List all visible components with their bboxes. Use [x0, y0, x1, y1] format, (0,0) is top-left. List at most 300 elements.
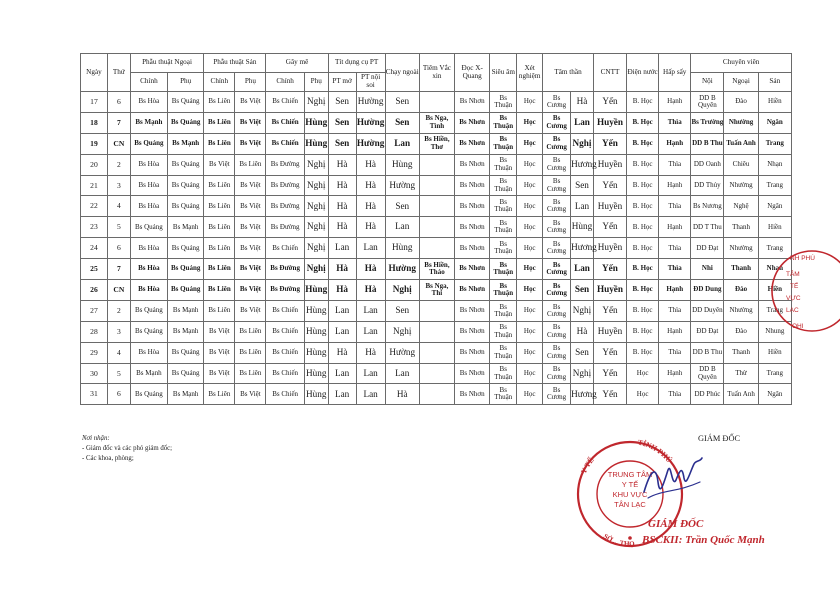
cell-cv-san: Hiền	[758, 280, 791, 301]
cell-cntt: Yến	[593, 363, 626, 384]
cell-pt-noi-soi: Hà	[356, 280, 385, 301]
cell-sieu-am: Bs Thuận	[490, 112, 517, 133]
cell-hap-say: Thìa	[659, 154, 691, 175]
cell-me-chinh: Bs Chiến	[266, 112, 304, 133]
cell-dien-nuoc: B. Học	[627, 154, 659, 175]
cell-pt-noi-soi: Hà	[356, 259, 385, 280]
cell-ngoai-chinh: Bs Hòa	[130, 259, 167, 280]
cell-tam-than: Hà	[571, 92, 594, 113]
cell-sieu-am: Bs Thuận	[490, 259, 517, 280]
cell-cv-ngoai: Thanh	[724, 259, 758, 280]
table-row	[81, 217, 792, 238]
cell-tam-than: Nghị	[571, 363, 594, 384]
cell-tam-than-bs: Bs Cương	[543, 342, 571, 363]
cell-thu: 4	[107, 196, 130, 217]
cell-san-phu: Bs Việt	[235, 112, 266, 133]
cell-me-phu: Hùng	[304, 133, 328, 154]
cell-ngoai-chinh: Bs Quảng	[130, 133, 167, 154]
cell-ngoai-phu: Bs Quảng	[168, 363, 204, 384]
cell-ngoai-chinh: Bs Mạnh	[130, 112, 167, 133]
recipients-line: - Các khoa, phòng;	[82, 455, 134, 462]
cell-cv-ngoai: Nhường	[724, 175, 758, 196]
cell-doc-x-quang: Bs Nhơn	[455, 280, 490, 301]
subheader-san-chinh: Chính	[204, 73, 235, 92]
cell-ngoai-chinh: Bs Quảng	[130, 384, 167, 405]
cell-pt-noi-soi: Lan	[356, 238, 385, 259]
cell-pt-noi-soi: Hà	[356, 175, 385, 196]
cell-sieu-am: Bs Thuận	[490, 238, 517, 259]
cell-ngoai-phu: Bs Mạnh	[168, 384, 204, 405]
cell-me-chinh: Bs Đường	[266, 196, 304, 217]
cell-thu: 6	[107, 92, 130, 113]
cell-san-phu: Bs Việt	[235, 384, 266, 405]
cell-me-phu: Hùng	[304, 280, 328, 301]
table-row	[81, 133, 792, 154]
cell-chay-ngoai: Hường	[385, 175, 419, 196]
cell-san-chinh: Bs Liên	[204, 92, 235, 113]
cell-doc-x-quang: Bs Nhơn	[455, 154, 490, 175]
cell-cv-san: Trang	[758, 238, 791, 259]
cell-ngay: 25	[81, 259, 108, 280]
cell-ngoai-phu: Bs Mạnh	[168, 300, 204, 321]
header-chuyen-vien: Chuyên viên	[691, 54, 792, 73]
cell-pt-mo: Sen	[328, 92, 356, 113]
cell-san-chinh: Bs Liên	[204, 259, 235, 280]
cell-cv-noi: ĐD Dung	[691, 280, 724, 301]
cell-cntt: Yến	[593, 259, 626, 280]
header-dien-nuoc: Điện nước	[627, 54, 659, 92]
cell-chay-ngoai: Lan	[385, 363, 419, 384]
subheader-san-phu: Phụ	[235, 73, 266, 92]
cell-tiem-vac-xin	[419, 217, 454, 238]
cell-cv-noi: DD B Thu	[691, 133, 724, 154]
cell-ngoai-phu: Bs Quảng	[168, 280, 204, 301]
cell-ngay: 20	[81, 154, 108, 175]
svg-text:TẾ: TẾ	[790, 283, 799, 290]
cell-me-chinh: Bs Chiến	[266, 92, 304, 113]
cell-xet-nghiem: Học	[517, 92, 543, 113]
cell-ngoai-phu: Bs Quảng	[168, 175, 204, 196]
cell-san-chinh: Bs Liên	[204, 238, 235, 259]
cell-doc-x-quang: Bs Nhơn	[455, 112, 490, 133]
cell-pt-noi-soi: Hường	[356, 92, 385, 113]
header-chay-ngoai: Chạy ngoài	[385, 54, 419, 92]
cell-doc-x-quang: Bs Nhơn	[455, 238, 490, 259]
cell-dien-nuoc: B. Học	[627, 112, 659, 133]
cell-cntt: Huyền	[593, 280, 626, 301]
cell-sieu-am: Bs Thuận	[490, 342, 517, 363]
svg-text:SỞ ... THỌ	[602, 532, 635, 548]
cell-me-phu: Nghị	[304, 175, 328, 196]
cell-san-chinh: Bs Việt	[204, 321, 235, 342]
cell-thu: 6	[107, 384, 130, 405]
cell-cntt: Huyền	[593, 238, 626, 259]
cell-chay-ngoai: Sen	[385, 112, 419, 133]
cell-cv-san: Trang	[758, 133, 791, 154]
cell-me-chinh: Bs Chiến	[266, 321, 304, 342]
cell-ngoai-phu: Bs Quảng	[168, 92, 204, 113]
cell-tam-than: Nghị	[571, 133, 594, 154]
cell-pt-noi-soi: Hà	[356, 342, 385, 363]
subheader-me-chinh: Chính	[266, 73, 304, 92]
cell-thu: 5	[107, 363, 130, 384]
cell-chay-ngoai: Hùng	[385, 154, 419, 175]
header-tam-than: Tâm thần	[543, 54, 594, 92]
cell-me-chinh: Bs Chiến	[266, 300, 304, 321]
cell-tiem-vac-xin	[419, 175, 454, 196]
cell-pt-noi-soi: Lan	[356, 363, 385, 384]
cell-me-chinh: Bs Đường	[266, 175, 304, 196]
stamp-outer-bottom: SỞ ... THỌ	[601, 532, 635, 549]
cell-doc-x-quang: Bs Nhơn	[455, 259, 490, 280]
cell-hap-say: Thìa	[659, 196, 691, 217]
header-sieu-am: Siêu âm	[490, 54, 517, 92]
cell-me-phu: Hùng	[304, 321, 328, 342]
cell-xet-nghiem: Học	[517, 175, 543, 196]
cell-cv-san: Trang	[758, 175, 791, 196]
cell-doc-x-quang: Bs Nhơn	[455, 196, 490, 217]
cell-dien-nuoc: Học	[627, 384, 659, 405]
cell-pt-noi-soi: Hà	[356, 196, 385, 217]
duty-roster-table	[80, 53, 792, 405]
cell-ngoai-phu: Bs Mạnh	[168, 133, 204, 154]
cell-pt-mo: Lan	[328, 238, 356, 259]
cell-chay-ngoai: Hà	[385, 384, 419, 405]
cell-ngay: 28	[81, 321, 108, 342]
cell-cntt: Huyền	[593, 196, 626, 217]
cell-ngay: 18	[81, 112, 108, 133]
cell-pt-noi-soi: Hà	[356, 217, 385, 238]
cell-cv-noi: DD B Quyên	[691, 92, 724, 113]
cell-cv-san: Nhạn	[758, 259, 791, 280]
cell-thu: 5	[107, 217, 130, 238]
cell-cv-ngoai: Tuấn Anh	[724, 384, 758, 405]
cell-ngoai-phu: Bs Quảng	[168, 238, 204, 259]
cell-cv-noi: DD Thủy	[691, 175, 724, 196]
cell-tiem-vac-xin	[419, 342, 454, 363]
cell-ngoai-chinh: Bs Mạnh	[130, 363, 167, 384]
cell-hap-say: Hạnh	[659, 280, 691, 301]
cell-san-chinh: Bs Liên	[204, 133, 235, 154]
cell-tam-than: Sen	[571, 280, 594, 301]
cell-xet-nghiem: Học	[517, 196, 543, 217]
signature-title: GIÁM ĐỐC	[698, 434, 741, 443]
cell-cntt: Yến	[593, 175, 626, 196]
cell-ngoai-chinh: Bs Hòa	[130, 92, 167, 113]
cell-pt-noi-soi: Lan	[356, 300, 385, 321]
cell-me-phu: Nghị	[304, 217, 328, 238]
cell-hap-say: Hạnh	[659, 133, 691, 154]
cell-thu: 6	[107, 238, 130, 259]
cell-chay-ngoai: Sen	[385, 196, 419, 217]
table-row	[81, 280, 792, 301]
signature-block	[560, 430, 790, 580]
cell-pt-noi-soi: Lan	[356, 384, 385, 405]
cell-cv-noi: DD Đạt	[691, 238, 724, 259]
cell-san-chinh: Bs Việt	[204, 363, 235, 384]
cell-san-chinh: Bs Liên	[204, 175, 235, 196]
cell-me-phu: Hùng	[304, 300, 328, 321]
cell-cv-san: Hiền	[758, 342, 791, 363]
table-row	[81, 300, 792, 321]
cell-dien-nuoc: B. Học	[627, 280, 659, 301]
cell-tam-than: Hương	[571, 384, 594, 405]
cell-tiem-vac-xin: Bs Nga, Thi	[419, 280, 454, 301]
cell-tiem-vac-xin: Bs Hiền, Thảo	[419, 259, 454, 280]
cell-hap-say: Hạnh	[659, 175, 691, 196]
table-row	[81, 112, 792, 133]
stamp-outer-left: Y TẾ	[578, 455, 596, 476]
cell-thu: 2	[107, 300, 130, 321]
cell-tam-than: Hùng	[571, 217, 594, 238]
cell-san-chinh: Bs Việt	[204, 154, 235, 175]
cell-tiem-vac-xin	[419, 196, 454, 217]
cell-ngoai-phu: Bs Quảng	[168, 259, 204, 280]
cell-cv-ngoai: Thanh	[724, 217, 758, 238]
cell-sieu-am: Bs Thuận	[490, 196, 517, 217]
edge-stamp-icon	[772, 236, 815, 346]
cell-thu: 4	[107, 342, 130, 363]
cell-doc-x-quang: Bs Nhơn	[455, 92, 490, 113]
cell-thu: 2	[107, 154, 130, 175]
cell-hap-say: Thìa	[659, 342, 691, 363]
cell-cv-ngoai: Đào	[724, 321, 758, 342]
cell-san-phu: Bs Việt	[235, 259, 266, 280]
cell-ngoai-phu: Bs Mạnh	[168, 217, 204, 238]
cell-sieu-am: Bs Thuận	[490, 175, 517, 196]
cell-pt-mo: Hà	[328, 196, 356, 217]
table-row	[81, 92, 792, 113]
cell-san-chinh: Bs Liên	[204, 300, 235, 321]
header-hap-say: Hấp sấy	[659, 54, 691, 92]
cell-me-phu: Hùng	[304, 363, 328, 384]
cell-pt-mo: Hà	[328, 154, 356, 175]
cell-tiem-vac-xin	[419, 384, 454, 405]
cell-ngoai-chinh: Bs Hòa	[130, 175, 167, 196]
header-cntt: CNTT	[593, 54, 626, 92]
table-row	[81, 363, 792, 384]
cell-sieu-am: Bs Thuận	[490, 133, 517, 154]
cell-xet-nghiem: Học	[517, 300, 543, 321]
svg-text:LẠC: LẠC	[786, 307, 799, 314]
cell-dien-nuoc: B. Học	[627, 133, 659, 154]
header-tiem-vac-xin: Tiêm Vắc xin	[419, 54, 454, 92]
header-thu: Thứ	[107, 54, 130, 92]
cell-cv-san: Hiền	[758, 92, 791, 113]
cell-tam-than: Sen	[571, 175, 594, 196]
cell-cntt: Yến	[593, 92, 626, 113]
signature-role: GIÁM ĐỐC	[648, 518, 704, 530]
cell-ngoai-chinh: Bs Hòa	[130, 154, 167, 175]
cell-sieu-am: Bs Thuận	[490, 363, 517, 384]
cell-tiem-vac-xin	[419, 300, 454, 321]
cell-cv-noi: DD B Thu	[691, 342, 724, 363]
cell-cv-ngoai: Nhường	[724, 300, 758, 321]
cell-tam-than-bs: Bs Cương	[543, 280, 571, 301]
stamp-line: TRUNG TÂM	[607, 470, 653, 479]
cell-xet-nghiem: Học	[517, 259, 543, 280]
cell-cv-ngoai: Thừ	[724, 363, 758, 384]
cell-sieu-am: Bs Thuận	[490, 280, 517, 301]
cell-sieu-am: Bs Thuận	[490, 217, 517, 238]
table-row	[81, 238, 792, 259]
cell-sieu-am: Bs Thuận	[490, 300, 517, 321]
cell-doc-x-quang: Bs Nhơn	[455, 217, 490, 238]
cell-sieu-am: Bs Thuận	[490, 154, 517, 175]
svg-text:NH PHÚ: NH PHÚ	[790, 255, 815, 262]
cell-pt-mo: Sen	[328, 112, 356, 133]
cell-san-phu: Bs Việt	[235, 92, 266, 113]
cell-san-chinh: Bs Liên	[204, 384, 235, 405]
handwritten-signature-icon	[638, 452, 708, 512]
cell-sieu-am: Bs Thuận	[490, 321, 517, 342]
cell-san-phu: Bs Liên	[235, 363, 266, 384]
cell-me-phu: Nghị	[304, 92, 328, 113]
table-row	[81, 154, 792, 175]
table-row	[81, 342, 792, 363]
cell-thu: CN	[107, 280, 130, 301]
cell-san-phu: Bs Việt	[235, 175, 266, 196]
cell-tam-than: Nghị	[571, 300, 594, 321]
subheader-cv-san: Sản	[758, 73, 791, 92]
cell-doc-x-quang: Bs Nhơn	[455, 133, 490, 154]
cell-xet-nghiem: Học	[517, 384, 543, 405]
cell-sieu-am: Bs Thuận	[490, 384, 517, 405]
table-row	[81, 175, 792, 196]
cell-tam-than-bs: Bs Cương	[543, 384, 571, 405]
cell-hap-say: Hạnh	[659, 321, 691, 342]
cell-ngay: 21	[81, 175, 108, 196]
cell-tiem-vac-xin: Bs Nga, Tình	[419, 112, 454, 133]
cell-thu: 7	[107, 259, 130, 280]
cell-hap-say: Hạnh	[659, 363, 691, 384]
subheader-cv-noi: Nội	[691, 73, 724, 92]
cell-tam-than-bs: Bs Cương	[543, 175, 571, 196]
cell-tam-than: Lan	[571, 196, 594, 217]
cell-chay-ngoai: Nghị	[385, 280, 419, 301]
cell-tam-than-bs: Bs Cương	[543, 217, 571, 238]
cell-cntt: Yến	[593, 300, 626, 321]
cell-cv-ngoai: Tuấn Anh	[724, 133, 758, 154]
cell-cv-ngoai: Đào	[724, 92, 758, 113]
cell-ngay: 29	[81, 342, 108, 363]
cell-xet-nghiem: Học	[517, 133, 543, 154]
cell-pt-mo: Hà	[328, 342, 356, 363]
cell-ngay: 17	[81, 92, 108, 113]
cell-ngoai-phu: Bs Quảng	[168, 342, 204, 363]
subheader-me-phu: Phụ	[304, 73, 328, 92]
cell-cv-san: Trang	[758, 363, 791, 384]
cell-me-chinh: Bs Đường	[266, 154, 304, 175]
cell-xet-nghiem: Học	[517, 238, 543, 259]
cell-ngoai-chinh: Bs Quảng	[130, 300, 167, 321]
cell-tam-than-bs: Bs Cương	[543, 154, 571, 175]
cell-doc-x-quang: Bs Nhơn	[455, 321, 490, 342]
cell-tiem-vac-xin	[419, 238, 454, 259]
cell-me-chinh: Bs Đường	[266, 217, 304, 238]
subheader-cv-ngoai: Ngoại	[724, 73, 758, 92]
cell-tam-than-bs: Bs Cương	[543, 133, 571, 154]
header-gay-me: Gây mê	[266, 54, 328, 73]
recipients-title: Nơi nhận:	[82, 435, 110, 442]
cell-doc-x-quang: Bs Nhơn	[455, 363, 490, 384]
cell-san-chinh: Bs Liên	[204, 196, 235, 217]
subheader-ngoai-chinh: Chính	[130, 73, 167, 92]
recipients-note	[82, 434, 172, 464]
cell-hap-say: Hạnh	[659, 217, 691, 238]
header-tit-dung-cu: Tít dụng cụ PT	[328, 54, 385, 73]
cell-thu: 3	[107, 175, 130, 196]
cell-xet-nghiem: Học	[517, 321, 543, 342]
cell-pt-mo: Hà	[328, 175, 356, 196]
cell-ngoai-phu: Bs Mạnh	[168, 321, 204, 342]
cell-cntt: Yến	[593, 133, 626, 154]
header-doc-x-quang: Đọc X-Quang	[455, 54, 490, 92]
cell-hap-say: Thìa	[659, 238, 691, 259]
cell-hap-say: Thìa	[659, 300, 691, 321]
cell-tam-than: Hương	[571, 154, 594, 175]
cell-me-phu: Hùng	[304, 384, 328, 405]
cell-tiem-vac-xin	[419, 321, 454, 342]
svg-text:OHI: OHI	[792, 323, 804, 330]
cell-hap-say: Thìa	[659, 384, 691, 405]
cell-cv-noi: Bs Trường	[691, 112, 724, 133]
cell-san-phu: Bs Việt	[235, 196, 266, 217]
cell-san-phu: Bs Việt	[235, 300, 266, 321]
cell-sieu-am: Bs Thuận	[490, 92, 517, 113]
cell-san-phu: Bs Việt	[235, 133, 266, 154]
stamp-line: Y TẾ	[621, 480, 639, 489]
svg-text:TÂM: TÂM	[786, 271, 800, 278]
cell-pt-mo: Hà	[328, 217, 356, 238]
cell-chay-ngoai: Sen	[385, 92, 419, 113]
cell-tam-than-bs: Bs Cương	[543, 238, 571, 259]
cell-san-chinh: Bs Liên	[204, 112, 235, 133]
cell-cv-noi: DD Duyên	[691, 300, 724, 321]
subheader-pt-mo: PT mở	[328, 73, 356, 92]
header-ngay: Ngày	[81, 54, 108, 92]
cell-chay-ngoai: Nghị	[385, 321, 419, 342]
cell-cntt: Huyền	[593, 154, 626, 175]
cell-ngay: 22	[81, 196, 108, 217]
cell-pt-mo: Lan	[328, 300, 356, 321]
cell-cv-ngoai: Nhường	[724, 238, 758, 259]
cell-cv-ngoai: Thanh	[724, 342, 758, 363]
cell-tam-than: Lan	[571, 259, 594, 280]
cell-pt-noi-soi: Hường	[356, 133, 385, 154]
cell-xet-nghiem: Học	[517, 280, 543, 301]
cell-cv-ngoai: Nhường	[724, 112, 758, 133]
cell-tam-than-bs: Bs Cương	[543, 300, 571, 321]
cell-dien-nuoc: B. Học	[627, 196, 659, 217]
roster-body	[81, 92, 792, 405]
cell-hap-say: Thìa	[659, 112, 691, 133]
cell-cv-noi: DD T Thu	[691, 217, 724, 238]
cell-pt-mo: Hà	[328, 259, 356, 280]
cell-ngay: 31	[81, 384, 108, 405]
cell-cv-ngoai: Chiêu	[724, 154, 758, 175]
cell-me-chinh: Bs Chiến	[266, 363, 304, 384]
header-pt-ngoai: Phẫu thuật Ngoại	[130, 54, 204, 73]
cell-dien-nuoc: B. Học	[627, 238, 659, 259]
cell-tiem-vac-xin: Bs Hiền, Thơ	[419, 133, 454, 154]
cell-san-phu: Bs Việt	[235, 238, 266, 259]
cell-me-phu: Nghị	[304, 259, 328, 280]
cell-cntt: Huyền	[593, 112, 626, 133]
cell-cv-san: Hiền	[758, 217, 791, 238]
cell-cv-noi: Nhi	[691, 259, 724, 280]
cell-tiem-vac-xin	[419, 363, 454, 384]
